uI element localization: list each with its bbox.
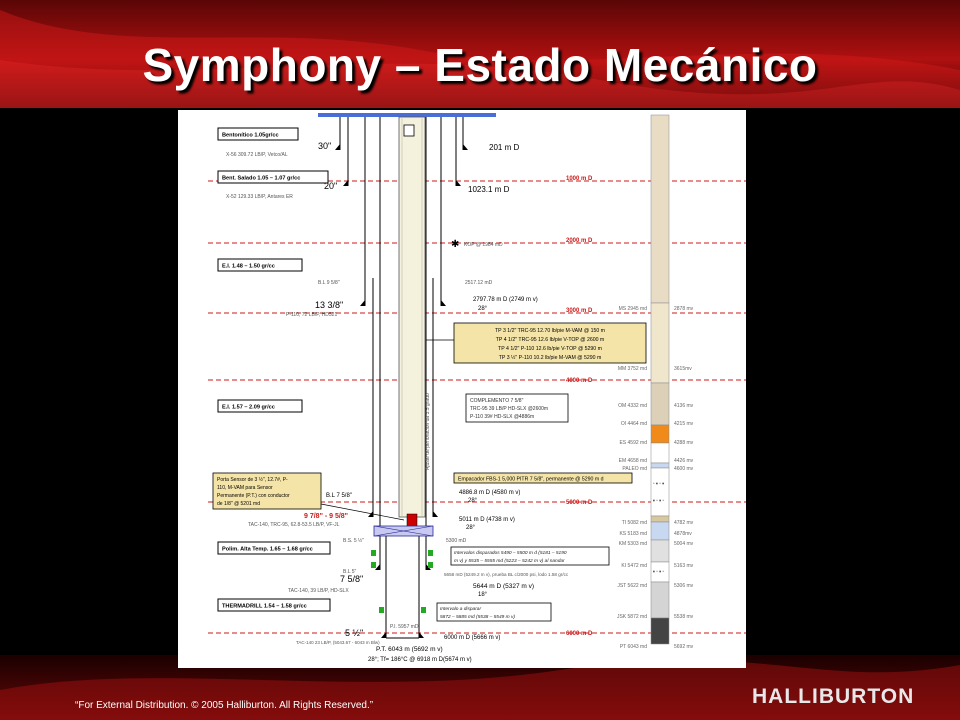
fluid-label: THERMADRILL 1.54 – 1.58 gr/cc	[222, 603, 307, 610]
formation-tvd: 4782 mv	[674, 520, 694, 526]
bl-758-depth: 4886.8 m D (4580 m v)	[459, 490, 521, 496]
formation-md: TI 5082 md	[621, 520, 647, 526]
depth-label: 3000 m D	[566, 308, 593, 314]
note-5658: 5658 mD (5249.2 m v), prueba BL c/2000 psi, lodo 1.58 gr/cc	[444, 572, 569, 577]
sensor-line: 110, M-VAM para Sensor	[217, 485, 273, 491]
tubing-note	[426, 323, 646, 363]
breccia-pattern: ▪ · ▪ ·	[653, 498, 665, 504]
casing-depth: 201 m D	[489, 143, 520, 152]
packer-label: Empacador FBS-1 5,000 PITR 7 5/8", permanente @ 5290 m d	[458, 476, 604, 483]
casing-spec: X-52 129.33 LB/P, Antares ER	[226, 194, 293, 200]
casing-size: 13 3/8"	[315, 300, 344, 310]
formation-tvd: 5692 mv	[674, 644, 694, 650]
formation-tvd: 5163 mv	[674, 563, 694, 569]
packer-note	[454, 473, 632, 483]
to-fire-line: 5872 – 5885 md (5538 – 5549 m v)	[440, 615, 515, 620]
fired-line: Intervalos disparados 5490 – 5500 m d (5181 – 5190	[454, 551, 567, 556]
safety-valve	[404, 125, 414, 136]
formation-md: OI 4464 md	[620, 421, 647, 427]
pi-depth: P.I. 5957 mD	[390, 624, 419, 630]
sensor-line: Permanente (P.T.) con conductor	[217, 493, 290, 499]
kop-label: KOP @ 1984 mD	[464, 242, 503, 248]
fired-intervals-note	[451, 547, 609, 565]
complement-line: COMPLEMENTO 7 5/8"	[470, 398, 524, 404]
formation-md: ES 4592 md	[619, 440, 647, 446]
formation-tvd: 4600 mv	[674, 466, 694, 472]
casing-spec: TAC-140, 39 LB/P, HD-SLX	[288, 588, 349, 594]
lithology-column	[651, 115, 669, 644]
casing-angle: 18°	[478, 592, 488, 598]
formation-tvd: 4878mv	[674, 531, 692, 537]
fluid-label: Bent. Salado 1.05 – 1.07 gr/cc	[222, 175, 301, 182]
formation-tvd: 3615mv	[674, 366, 692, 372]
casing-depth: 5644 m D (5327 m v)	[473, 583, 535, 590]
tubing-line: TP 3 ½" P-110 10.2 lb/pie M-VAM @ 5290 m	[498, 355, 602, 361]
shoe-958-depth: 5011 m D (4738 m v)	[459, 517, 515, 523]
casing-spec: TAC-140 23 LB/P, (5043.67 - 6043 m Blw)	[296, 640, 380, 645]
formation-md: PT 6043 md	[619, 644, 647, 650]
casing-angle: 28°	[478, 306, 488, 312]
formation-md: JST 5622 md	[617, 583, 647, 589]
formation-tvd: 4215 mv	[674, 421, 694, 427]
td-depth: 6000 m D (5666 m v)	[444, 635, 501, 641]
casing-size: 7 5/8"	[340, 574, 364, 584]
formation-md: OM 4332 md	[618, 403, 647, 409]
bl-758-angle: 28°	[468, 498, 478, 504]
tubing-line: TP 3 1/2" TRC-95 12.70 lb/pie M-VAM @ 150 m	[494, 328, 606, 334]
bs-55-depth: 5300 mD	[446, 538, 467, 544]
casing-spec: TAC-140, TRC-95, 62.8-53.5 LB/P, VF-JL	[248, 522, 340, 528]
depth-label: 1000 m D	[566, 176, 593, 182]
formation-md: JSK 5872 md	[616, 614, 647, 620]
complement-line: TRC-95 39 LB/P HD-SLX @2600m	[470, 406, 549, 412]
depth-label: 4000 m D	[566, 378, 593, 384]
casing-size: 20"	[324, 181, 338, 191]
breccia-pattern: ▪ · ▪ ·	[653, 569, 665, 575]
formation-tvd: 4288 mv	[674, 440, 694, 446]
packer	[374, 526, 433, 536]
complement-line: P-110 39# HD-SLX @4886m	[470, 414, 535, 420]
to-fire-note	[437, 603, 551, 621]
complement-note	[466, 394, 568, 422]
casing-size: 5 ½"	[345, 628, 364, 638]
tubing-line: TP 4 1/2" P-110 12.6 lb/pie V-TOP @ 5290 m	[498, 346, 602, 352]
well-diagram	[178, 110, 746, 668]
formation-md: KM 5303 md	[618, 541, 647, 547]
casing-depth: 2797.78 m D (2749 m v)	[473, 297, 538, 303]
breccia-pattern: · ▪ · ▪	[653, 481, 665, 487]
formation-md: KS 5183 md	[619, 531, 647, 537]
casing-depth: 1023.1 m D	[468, 185, 510, 194]
bl-958-depth: 2517.12 mD	[465, 280, 493, 286]
kop-icon: ✱	[451, 239, 460, 250]
casing-size: 30"	[318, 141, 332, 151]
pt-label: P.T. 6043 m (5692 m v)	[376, 646, 443, 653]
bl-758-label: B.L 7 5/8"	[326, 493, 352, 499]
shoe-958-angle: 28°	[466, 525, 476, 531]
formation-tvd: 5004 mv	[674, 541, 694, 547]
depth-label: 6000 m D	[566, 631, 593, 637]
fired-line: m v) y 5535 – 5555 md (5223 – 5242 m v) al nandar	[454, 559, 565, 564]
side-text: Ajuste de perforación da 3.5 grado	[425, 393, 431, 470]
formation-md: EM 4658 md	[618, 458, 647, 464]
sensor-line: de 1/8" @ 5201 md	[217, 501, 260, 507]
casing-size: 9 7/8" - 9 5/8"	[304, 513, 348, 520]
bs-55-label: B.S. 5 ½"	[343, 538, 364, 544]
slide-title: Symphony – Estado Mecánico	[142, 39, 818, 91]
sensor-line: Porta Sensor de 3 ½", 12.7#, P-	[217, 477, 288, 483]
casing-spec: X-56 309.72 LB/P, Vetco/AL	[226, 152, 288, 158]
formation-md: PALEO md	[622, 466, 647, 472]
fluid-label: E.I. 1.57 – 2.09 gr/cc	[222, 404, 275, 411]
formation-md: MS 2945 md	[618, 306, 647, 312]
copyright-footer: “For External Distribution. © 2005 Halliburton. All Rights Reserved.”	[75, 700, 374, 711]
pt-angle: 28°; Tf= 186°C @ 6918 m D(5674 m v)	[368, 657, 472, 663]
bl-958-label: B.L 9 5/8"	[318, 280, 340, 286]
production-tubing	[399, 117, 425, 527]
casing-spec: P-110, 72 LB/P, HD521	[286, 312, 338, 318]
formation-tvd: 5306 mv	[674, 583, 694, 589]
halliburton-logo: HALLIBURTON	[752, 685, 915, 708]
formation-tvd: 2878 mv	[674, 306, 694, 312]
formation-md: KI 5472 md	[621, 563, 647, 569]
fluid-label: Polim. Alta Temp. 1.65 – 1.68 gr/cc	[222, 546, 313, 553]
tubing-line: TP 4 1/2" TRC-95 12.6 lb/pie V-TOP @ 2600 m	[495, 337, 605, 343]
bl-5-label: B.L 5"	[343, 569, 357, 575]
sensor-carrier	[407, 514, 417, 527]
formation-md: MM 3752 md	[617, 366, 647, 372]
to-fire-line: Intervalo a disparar	[440, 607, 482, 612]
depth-label: 2000 m D	[566, 238, 593, 244]
fluid-label: Bentonítico 1.05gr/cc	[222, 132, 279, 139]
wellhead-bar	[318, 113, 496, 117]
depth-label: 5000 m D	[566, 500, 593, 506]
fluid-label: E.I. 1.48 – 1.50 gr/cc	[222, 263, 275, 270]
formation-tvd: 5538 mv	[674, 614, 694, 620]
formation-tvd: 4426 mv	[674, 458, 694, 464]
formation-tvd: 4136 mv	[674, 403, 694, 409]
